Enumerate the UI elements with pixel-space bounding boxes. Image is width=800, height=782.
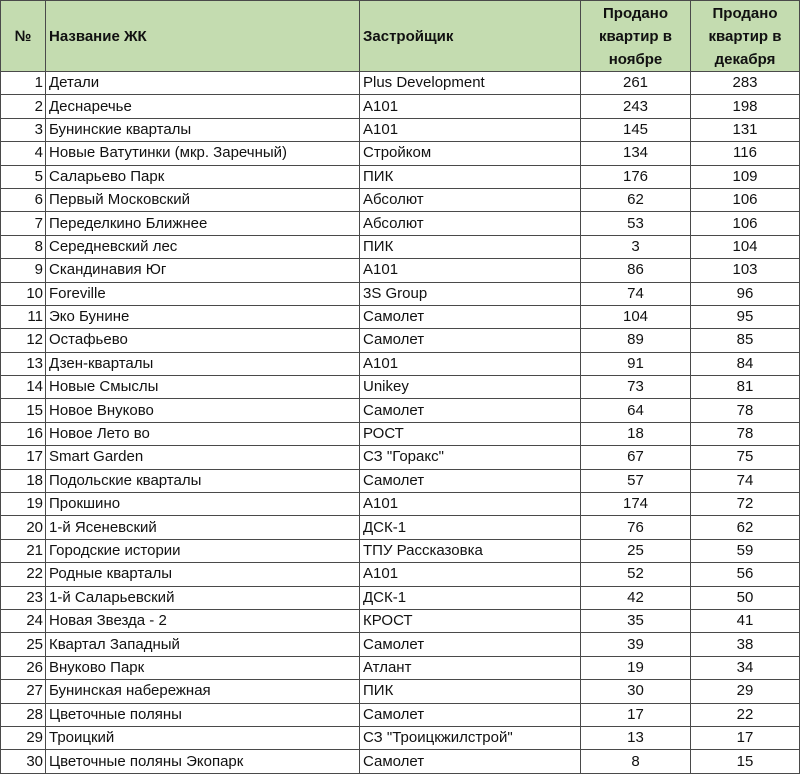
cell-name: Деснаречье (46, 95, 360, 118)
cell-num: 12 (1, 329, 46, 352)
cell-sold-november: 39 (581, 633, 691, 656)
cell-sold-november: 53 (581, 212, 691, 235)
cell-num: 7 (1, 212, 46, 235)
cell-sold-november: 19 (581, 656, 691, 679)
cell-developer: ПИК (360, 235, 581, 258)
table-row (1, 212, 800, 235)
table-row (1, 376, 800, 399)
header-sold-december: Продано квартир в декабря (691, 1, 800, 72)
cell-sold-december: 78 (691, 399, 800, 422)
table-row (1, 469, 800, 492)
cell-name: Саларьево Парк (46, 165, 360, 188)
table-row (1, 329, 800, 352)
cell-name: Smart Garden (46, 446, 360, 469)
cell-num: 16 (1, 422, 46, 445)
cell-sold-november: 67 (581, 446, 691, 469)
cell-sold-december: 78 (691, 422, 800, 445)
cell-sold-december: 131 (691, 118, 800, 141)
cell-name: Прокшино (46, 493, 360, 516)
cell-developer: А101 (360, 563, 581, 586)
header-row (1, 1, 800, 72)
cell-developer: Атлант (360, 656, 581, 679)
header-num: № (1, 1, 46, 72)
cell-name: Эко Бунине (46, 305, 360, 328)
cell-sold-december: 81 (691, 376, 800, 399)
cell-sold-november: 52 (581, 563, 691, 586)
cell-sold-november: 18 (581, 422, 691, 445)
table-row (1, 656, 800, 679)
table-row (1, 680, 800, 703)
table-row (1, 142, 800, 165)
cell-sold-december: 15 (691, 750, 800, 773)
table-row (1, 703, 800, 726)
table-body (1, 72, 800, 774)
cell-developer: Самолет (360, 399, 581, 422)
cell-sold-november: 73 (581, 376, 691, 399)
cell-sold-december: 75 (691, 446, 800, 469)
table-row (1, 633, 800, 656)
cell-developer: ТПУ Рассказовка (360, 539, 581, 562)
cell-developer: Самолет (360, 329, 581, 352)
cell-developer: ПИК (360, 680, 581, 703)
cell-sold-december: 95 (691, 305, 800, 328)
table-row (1, 446, 800, 469)
cell-num: 29 (1, 726, 46, 749)
cell-name: Остафьево (46, 329, 360, 352)
table-row (1, 422, 800, 445)
cell-sold-december: 109 (691, 165, 800, 188)
cell-num: 15 (1, 399, 46, 422)
cell-name: Бунинская набережная (46, 680, 360, 703)
cell-sold-december: 74 (691, 469, 800, 492)
cell-sold-november: 64 (581, 399, 691, 422)
cell-sold-november: 76 (581, 516, 691, 539)
cell-num: 30 (1, 750, 46, 773)
cell-developer: КРОСТ (360, 609, 581, 632)
cell-sold-december: 106 (691, 212, 800, 235)
cell-name: Новое Лето во (46, 422, 360, 445)
table-row (1, 399, 800, 422)
table-row (1, 539, 800, 562)
table-row (1, 609, 800, 632)
cell-sold-december: 104 (691, 235, 800, 258)
table-row (1, 95, 800, 118)
cell-developer: СЗ "Троицкжилстрой" (360, 726, 581, 749)
cell-num: 13 (1, 352, 46, 375)
table-row (1, 586, 800, 609)
cell-developer: А101 (360, 493, 581, 516)
cell-developer: А101 (360, 118, 581, 141)
cell-num: 28 (1, 703, 46, 726)
cell-sold-november: 261 (581, 72, 691, 95)
cell-num: 1 (1, 72, 46, 95)
cell-name: Подольские кварталы (46, 469, 360, 492)
cell-developer: А101 (360, 95, 581, 118)
cell-num: 14 (1, 376, 46, 399)
cell-num: 20 (1, 516, 46, 539)
table-row (1, 750, 800, 773)
cell-name: Середневский лес (46, 235, 360, 258)
table-row (1, 563, 800, 586)
cell-name: Цветочные поляны (46, 703, 360, 726)
cell-sold-december: 59 (691, 539, 800, 562)
table-row (1, 72, 800, 95)
cell-name: 1-й Ясеневский (46, 516, 360, 539)
cell-sold-december: 56 (691, 563, 800, 586)
cell-num: 6 (1, 188, 46, 211)
cell-sold-november: 25 (581, 539, 691, 562)
cell-developer: А101 (360, 259, 581, 282)
table-row (1, 188, 800, 211)
cell-num: 25 (1, 633, 46, 656)
table-row (1, 259, 800, 282)
cell-sold-december: 72 (691, 493, 800, 516)
cell-name: 1-й Саларьевский (46, 586, 360, 609)
header-name: Название ЖК (46, 1, 360, 72)
cell-name: Городские истории (46, 539, 360, 562)
cell-name: Новые Ватутинки (мкр. Заречный) (46, 142, 360, 165)
table-row (1, 516, 800, 539)
cell-name: Новая Звезда - 2 (46, 609, 360, 632)
cell-sold-november: 42 (581, 586, 691, 609)
cell-sold-december: 84 (691, 352, 800, 375)
cell-num: 22 (1, 563, 46, 586)
cell-num: 24 (1, 609, 46, 632)
cell-num: 27 (1, 680, 46, 703)
cell-sold-december: 103 (691, 259, 800, 282)
cell-developer: РОСТ (360, 422, 581, 445)
table-row (1, 726, 800, 749)
cell-developer: Самолет (360, 305, 581, 328)
cell-name: Бунинские кварталы (46, 118, 360, 141)
cell-num: 11 (1, 305, 46, 328)
cell-developer: А101 (360, 352, 581, 375)
cell-sold-november: 89 (581, 329, 691, 352)
cell-sold-november: 35 (581, 609, 691, 632)
table-row (1, 118, 800, 141)
cell-sold-november: 8 (581, 750, 691, 773)
table-row (1, 305, 800, 328)
cell-sold-december: 38 (691, 633, 800, 656)
cell-sold-november: 13 (581, 726, 691, 749)
table-row (1, 352, 800, 375)
cell-sold-november: 91 (581, 352, 691, 375)
cell-developer: Самолет (360, 750, 581, 773)
cell-name: Новое Внуково (46, 399, 360, 422)
cell-num: 2 (1, 95, 46, 118)
cell-sold-december: 29 (691, 680, 800, 703)
cell-num: 19 (1, 493, 46, 516)
cell-sold-november: 62 (581, 188, 691, 211)
cell-name: Родные кварталы (46, 563, 360, 586)
cell-num: 10 (1, 282, 46, 305)
cell-developer: Абсолют (360, 188, 581, 211)
header-sold-november: Продано квартир в ноябре (581, 1, 691, 72)
cell-sold-november: 145 (581, 118, 691, 141)
table-header (1, 1, 800, 72)
cell-sold-december: 283 (691, 72, 800, 95)
cell-num: 8 (1, 235, 46, 258)
cell-sold-november: 174 (581, 493, 691, 516)
cell-sold-december: 22 (691, 703, 800, 726)
table-row (1, 282, 800, 305)
cell-developer: Самолет (360, 633, 581, 656)
table-row (1, 235, 800, 258)
cell-sold-november: 17 (581, 703, 691, 726)
cell-sold-december: 106 (691, 188, 800, 211)
header-developer: Застройщик (360, 1, 581, 72)
cell-num: 18 (1, 469, 46, 492)
cell-sold-november: 57 (581, 469, 691, 492)
cell-num: 26 (1, 656, 46, 679)
cell-num: 21 (1, 539, 46, 562)
cell-sold-december: 50 (691, 586, 800, 609)
cell-sold-november: 74 (581, 282, 691, 305)
cell-name: Дзен-кварталы (46, 352, 360, 375)
cell-developer: 3S Group (360, 282, 581, 305)
cell-name: Переделкино Ближнее (46, 212, 360, 235)
cell-developer: Самолет (360, 469, 581, 492)
cell-name: Квартал Западный (46, 633, 360, 656)
cell-name: Новые Смыслы (46, 376, 360, 399)
cell-name: Троицкий (46, 726, 360, 749)
cell-name: Первый Московский (46, 188, 360, 211)
cell-num: 4 (1, 142, 46, 165)
cell-developer: Стройком (360, 142, 581, 165)
cell-developer: Абсолют (360, 212, 581, 235)
cell-sold-december: 17 (691, 726, 800, 749)
cell-developer: Unikey (360, 376, 581, 399)
cell-sold-december: 41 (691, 609, 800, 632)
cell-name: Foreville (46, 282, 360, 305)
cell-sold-november: 104 (581, 305, 691, 328)
cell-developer: Самолет (360, 703, 581, 726)
cell-sold-november: 86 (581, 259, 691, 282)
cell-developer: СЗ "Горакс" (360, 446, 581, 469)
cell-sold-november: 176 (581, 165, 691, 188)
cell-sold-december: 198 (691, 95, 800, 118)
cell-name: Цветочные поляны Экопарк (46, 750, 360, 773)
cell-name: Детали (46, 72, 360, 95)
cell-sold-december: 116 (691, 142, 800, 165)
table-row (1, 165, 800, 188)
cell-developer: ДСК-1 (360, 516, 581, 539)
cell-sold-december: 62 (691, 516, 800, 539)
cell-sold-november: 30 (581, 680, 691, 703)
cell-sold-november: 243 (581, 95, 691, 118)
cell-name: Внуково Парк (46, 656, 360, 679)
cell-sold-december: 96 (691, 282, 800, 305)
cell-name: Скандинавия Юг (46, 259, 360, 282)
cell-num: 9 (1, 259, 46, 282)
cell-num: 17 (1, 446, 46, 469)
cell-sold-december: 85 (691, 329, 800, 352)
cell-developer: ДСК-1 (360, 586, 581, 609)
cell-num: 3 (1, 118, 46, 141)
cell-developer: Plus Development (360, 72, 581, 95)
cell-num: 5 (1, 165, 46, 188)
cell-num: 23 (1, 586, 46, 609)
cell-sold-november: 3 (581, 235, 691, 258)
table-row (1, 493, 800, 516)
cell-developer: ПИК (360, 165, 581, 188)
cell-sold-december: 34 (691, 656, 800, 679)
cell-sold-november: 134 (581, 142, 691, 165)
